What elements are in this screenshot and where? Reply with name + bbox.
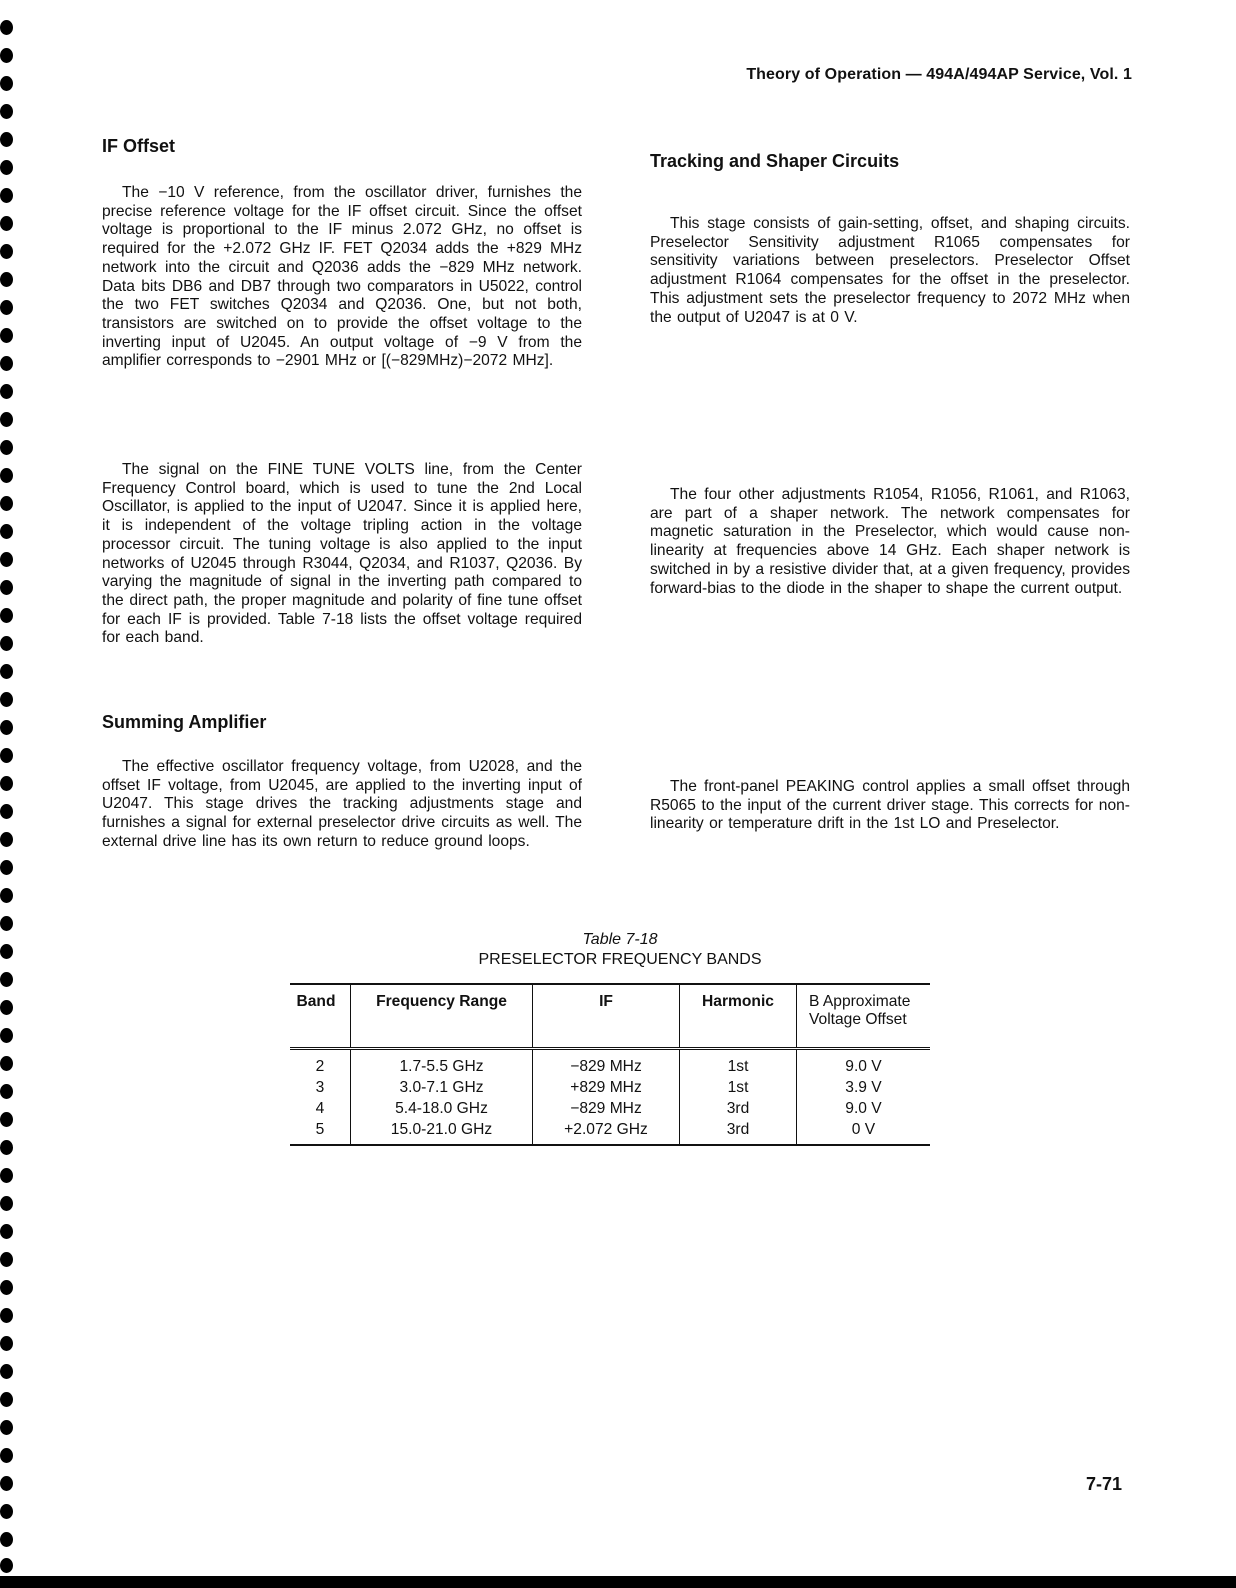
table-cell: −829 MHz [570, 1100, 642, 1117]
tracking-paragraph-1-block [650, 215, 1130, 327]
table-body-row [290, 1049, 930, 1146]
scan-bottom-border [0, 1576, 1236, 1588]
if-offset-paragraph-2: The signal on the FINE TUNE VOLTS line, from the Center Frequency Control board, which is used to tune the 2nd Local Oscillator, is applied to the input of U2047. Since it is applied here, it is independent of the voltage tripling action in the voltage processor circuit. The tuning voltage is also applied to the input networks of U2045 through R3044, Q2034, and R1037, Q2036. By varying the magnitude of signal in the inverting path compared to the direct path, the proper magnitude and polarity of fine tune offset for each IF is provided. Table 7-18 lists the offset voltage required for each band. [102, 461, 582, 647]
header-harmonic: Harmonic [680, 984, 797, 1049]
table-cell: 3.0-7.1 GHz [399, 1079, 484, 1096]
table-cell: 4 [315, 1100, 325, 1117]
if-offset-paragraph-1-block [102, 184, 582, 371]
table-cell: 3rd [726, 1121, 750, 1138]
header-approx-line-1: B Approximate [809, 993, 911, 1010]
preselector-bands-table [290, 983, 930, 1146]
tracking-paragraph-3: The front-panel PEAKING control applies a small offset through R5065 to the input of the current driver stage. This corrects for non-linearity or temperature drift in the 1st LO and Preselector. [650, 778, 1130, 833]
page-number: 7-71 [1085, 1474, 1122, 1494]
tracking-paragraph-2-block [650, 486, 1130, 598]
header-band: Band [290, 984, 351, 1049]
if-column [533, 1049, 680, 1146]
table-cell: 9.0 V [845, 1100, 882, 1117]
table-number: Table 7-18 [582, 931, 658, 948]
tracking-paragraph-3-block [650, 778, 1130, 834]
frequency-range-column [351, 1049, 533, 1146]
header-frequency-range: Frequency Range [351, 984, 533, 1049]
table-cell: 3rd [726, 1100, 750, 1117]
table-cell: 3.9 V [845, 1079, 882, 1096]
table-cell: 3 [315, 1079, 325, 1096]
table-cell: 1st [727, 1079, 749, 1096]
summing-amplifier-heading: Summing Amplifier [102, 712, 267, 732]
voltage-offset-column [797, 1049, 931, 1146]
binder-holes [0, 0, 40, 1588]
table-cell: 9.0 V [845, 1058, 882, 1075]
if-offset-paragraph-1: The −10 V reference, from the oscillator driver, furnishes the precise reference voltage for the IF offset circuit. Since the offset voltage is proportional to the IF minus 2.072 GHz, no offset is required for the +2.072 GHz IF. FET Q2034 adds the +829 MHz network into the circuit and Q2036 adds the −829 MHz network. Data bits DB6 and DB7 through two comparators in U5022, control the two FET switches Q2034 and Q2036. One, but not both, transistors are switched on to provide the offset voltage to the inverting input of U2045. An output voltage of −9 V from the amplifier corresponds to −2901 MHz or [(−829MHz)−2072 MHz]. [102, 184, 582, 370]
table-caption [350, 930, 890, 970]
table-cell: +829 MHz [570, 1079, 642, 1096]
table-cell: 2 [315, 1058, 325, 1075]
header-approx-line-2: Voltage Offset [809, 1011, 907, 1028]
table-cell: 0 V [851, 1121, 876, 1138]
tracking-shaper-heading: Tracking and Shaper Circuits [650, 151, 900, 171]
summing-amplifier-section [102, 712, 582, 734]
header-if: IF [533, 984, 680, 1049]
header-approximate-voltage-offset [797, 984, 931, 1049]
table-cell: 5.4-18.0 GHz [395, 1100, 488, 1117]
harmonic-column [680, 1049, 797, 1146]
table-cell: +2.072 GHz [564, 1121, 648, 1138]
tracking-paragraph-2: The four other adjustments R1054, R1056, R1061, and R1063, are part of a shaper network. The network compensates for magnetic saturation in the Preselector, which would cause non-linearity at frequencies above 14 GHz. Each shaper network is switched in by a resistive divider that, at a given frequency, provides forward-bias to the diode in the shaper to shape the current output. [650, 486, 1130, 597]
if-offset-section [102, 136, 582, 158]
summing-amplifier-paragraph: The effective oscillator frequency voltage, from U2028, and the offset IF voltage, from U2045, are applied to the inverting input of U2047. This stage drives the tracking adjustments stage and furnishes a signal for external preselector drive circuits as well. The external drive line has its own return to reduce ground loops. [102, 758, 582, 850]
table-header-row [290, 984, 930, 1049]
tracking-paragraph-1: This stage consists of gain-setting, offset, and shaping circuits. Preselector Sensitivity adjustment R1065 compensates for sensitivity variations between preselectors. Preselector Offset adjustment R1064 compensates for the offset in the preselector. This adjustment sets the preselector frequency to 2072 MHz when the output of U2047 is at 0 V. [650, 215, 1130, 326]
table-cell: 15.0-21.0 GHz [390, 1121, 493, 1138]
table-cell: −829 MHz [570, 1058, 642, 1075]
band-column [290, 1049, 351, 1146]
if-offset-heading: IF Offset [102, 136, 176, 156]
if-offset-paragraph-2-block [102, 461, 582, 648]
summing-amplifier-paragraph-block [102, 758, 582, 852]
table-cell: 5 [315, 1121, 325, 1138]
table-title: PRESELECTOR FREQUENCY BANDS [478, 951, 762, 968]
tracking-shaper-section [650, 151, 1130, 173]
table-cell: 1st [727, 1058, 749, 1075]
running-head: Theory of Operation — 494A/494AP Service, Vol. 1 [746, 66, 1132, 83]
table-cell: 1.7-5.5 GHz [399, 1058, 484, 1075]
